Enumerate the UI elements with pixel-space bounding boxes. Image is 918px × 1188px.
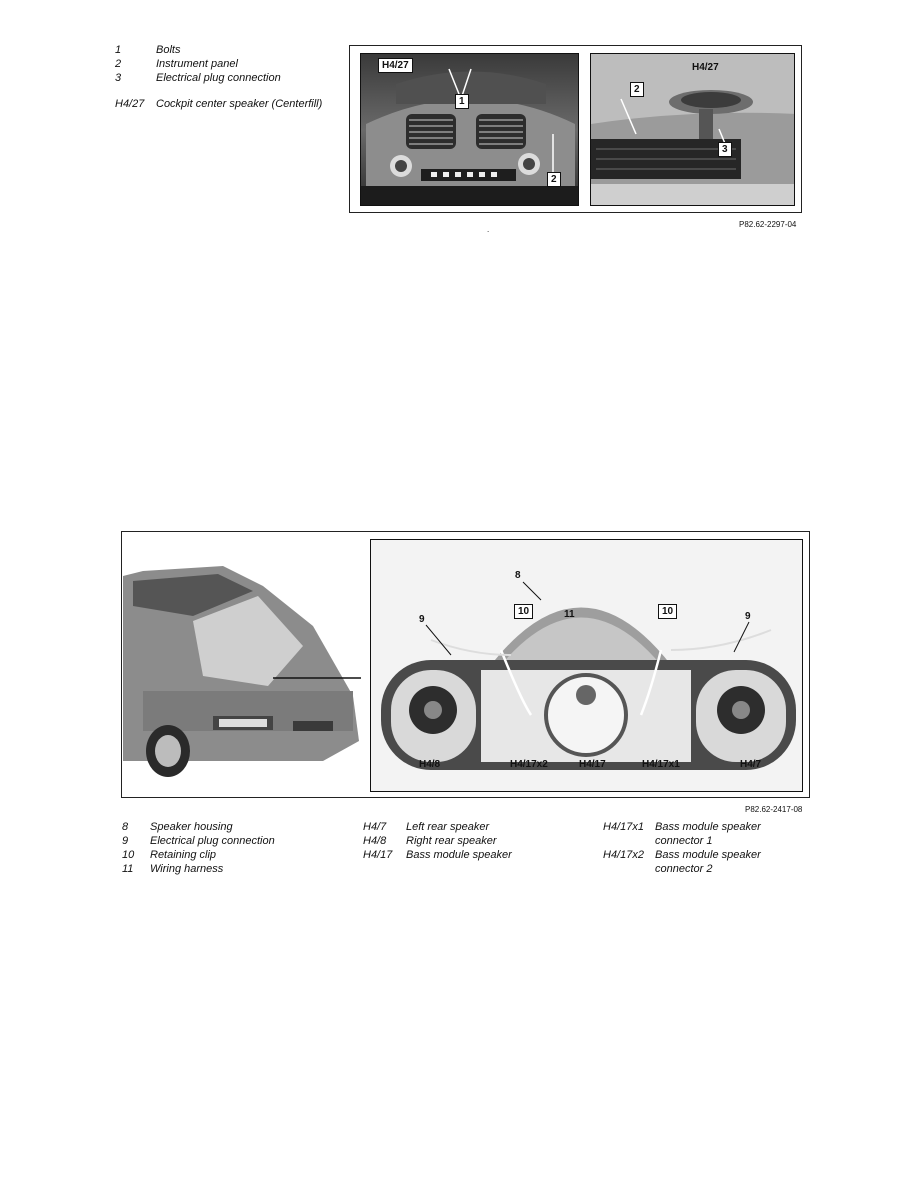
center-speaker-photo: [590, 53, 795, 206]
car-photo: [123, 546, 361, 786]
callout-9-left: 9: [419, 614, 425, 625]
legend-item: 11 Wiring harness: [122, 863, 224, 875]
legend-item: 8 Speaker housing: [122, 821, 233, 833]
dashboard-photo: [360, 53, 579, 206]
rear-speaker-module-illustration: [371, 540, 803, 792]
legend-item: H4/17 Bass module speaker: [363, 849, 512, 861]
figure2-frame: [121, 531, 810, 798]
callout-h4-8: H4/8: [419, 759, 441, 770]
car-illustration: [123, 546, 361, 786]
legend-item: H4/17x2 Bass module speaker connector 2: [603, 849, 761, 875]
legend-item: 9 Electrical plug connection: [122, 835, 275, 847]
legend-item: H4/7 Left rear speaker: [363, 821, 490, 833]
callout-10-right: 10: [658, 604, 677, 619]
center-speaker-illustration: [591, 54, 795, 206]
legend-item: 3 Electrical plug connection: [115, 72, 281, 84]
figure1-legend: [115, 43, 322, 111]
figure2-legend-col2: [363, 820, 512, 862]
figure1-id: P82.62-2297-04: [739, 220, 797, 229]
callout-h427-left: H4/27: [378, 58, 413, 73]
callout-h4-7: H4/7: [740, 759, 762, 770]
callout-8: 8: [515, 570, 521, 581]
callout-h4-17x2: H4/17x2: [510, 759, 548, 770]
legend-item: H4/8 Right rear speaker: [363, 835, 497, 847]
legend-item: H4/27 Cockpit center speaker (Centerfill): [115, 98, 323, 110]
callout-11: 11: [564, 609, 575, 620]
callout-h4-17x1: H4/17x1: [642, 759, 680, 770]
legend-item: H4/17x1 Bass module speaker connector 1: [603, 821, 761, 847]
stray-dot: .: [487, 225, 490, 234]
legend-item: 2 Instrument panel: [115, 58, 238, 70]
figure1-frame: [349, 45, 802, 213]
rear-speaker-module-photo: [370, 539, 803, 792]
callout-10-left: 10: [514, 604, 533, 619]
callout-2-left: 2: [547, 172, 561, 187]
figure2-legend-col3: [603, 820, 780, 876]
callout-h4-17: H4/17: [579, 759, 606, 770]
callout-9-right: 9: [745, 611, 751, 622]
legend-item: 1 Bolts: [115, 44, 181, 56]
figure2-legend-col1: [122, 820, 275, 876]
callout-2-right: 2: [630, 82, 644, 97]
callout-h427-right: H4/27: [692, 62, 719, 73]
callout-1: 1: [455, 94, 469, 109]
figure2-id: P82.62-2417-08: [745, 805, 803, 814]
legend-item: 10 Retaining clip: [122, 849, 217, 861]
callout-3: 3: [718, 142, 732, 157]
